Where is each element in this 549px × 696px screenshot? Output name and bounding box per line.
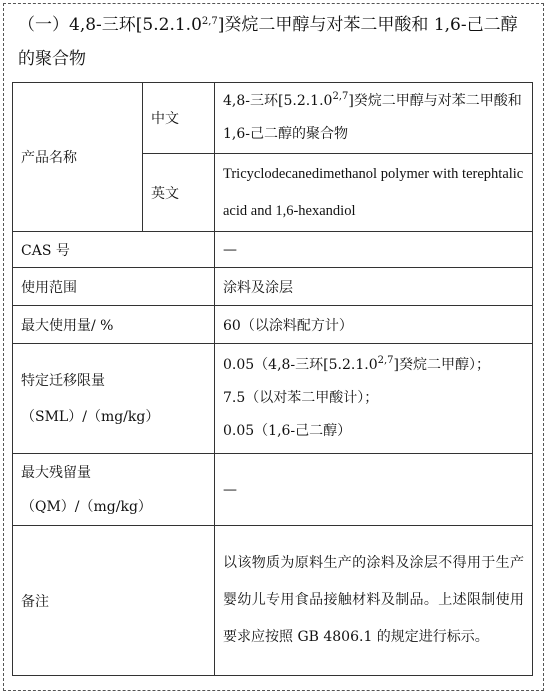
english-name-value: Tricyclodecanedimethanol polymer with terephtalic acid and 1,6-hexandiol bbox=[215, 154, 533, 232]
sml-label-line2: （SML）/（mg/kg） bbox=[21, 408, 160, 425]
product-name-label: 产品名称 bbox=[13, 83, 143, 232]
table-row bbox=[13, 268, 533, 306]
sml-value-line1: 0.05（4,8-三环[5.2.1.0$^{2,7}$]癸烷二甲醇）； bbox=[223, 355, 490, 373]
qm-label-line1: 最大残留量 bbox=[21, 464, 91, 481]
qm-value: — bbox=[215, 454, 533, 526]
table-row bbox=[13, 454, 533, 526]
scope-value: 涂料及涂层 bbox=[215, 268, 533, 306]
english-name-label: 英文 bbox=[143, 154, 215, 232]
sml-value-line2: 7.5（以对苯二甲酸计）； bbox=[223, 390, 379, 406]
max-usage-label: 最大使用量/ % bbox=[13, 306, 215, 344]
remarks-value: 以该物质为原料生产的涂料及涂层不得用于生产婴幼儿专用食品接触材料及制品。上述限制使用要求应按照 GB 4806.1 的规定进行标示。 bbox=[215, 526, 533, 676]
sml-value-line3: 0.05（1,6-己二醇） bbox=[223, 423, 352, 439]
substance-table bbox=[12, 82, 533, 676]
max-usage-value: 60（以涂料配方计） bbox=[215, 306, 533, 344]
remarks-label: 备注 bbox=[13, 526, 215, 676]
sml-value bbox=[215, 344, 533, 454]
qm-label bbox=[13, 454, 215, 526]
sml-label-line1: 特定迁移限量 bbox=[21, 372, 105, 389]
table-row bbox=[13, 83, 533, 154]
sml-label bbox=[13, 344, 215, 454]
scope-label: 使用范围 bbox=[13, 268, 215, 306]
table-row bbox=[13, 232, 533, 268]
section-title: （一）4,8-三环[5.2.1.0$^{2,7}$]癸烷二甲醇与对苯二甲酸和 1,6-己二醇的聚合物 bbox=[18, 15, 518, 69]
cas-value: — bbox=[215, 232, 533, 268]
qm-label-line2: （QM）/（mg/kg） bbox=[21, 498, 152, 515]
table-row bbox=[13, 306, 533, 344]
chinese-name-label: 中文 bbox=[143, 83, 215, 154]
table-row bbox=[13, 344, 533, 454]
cas-label: CAS 号 bbox=[13, 232, 215, 268]
table-row bbox=[13, 526, 533, 676]
chinese-name-value: 4,8-三环[5.2.1.0$^{2,7}$]癸烷二甲醇与对苯二甲酸和 1,6-己二醇的聚合物 bbox=[215, 83, 533, 154]
